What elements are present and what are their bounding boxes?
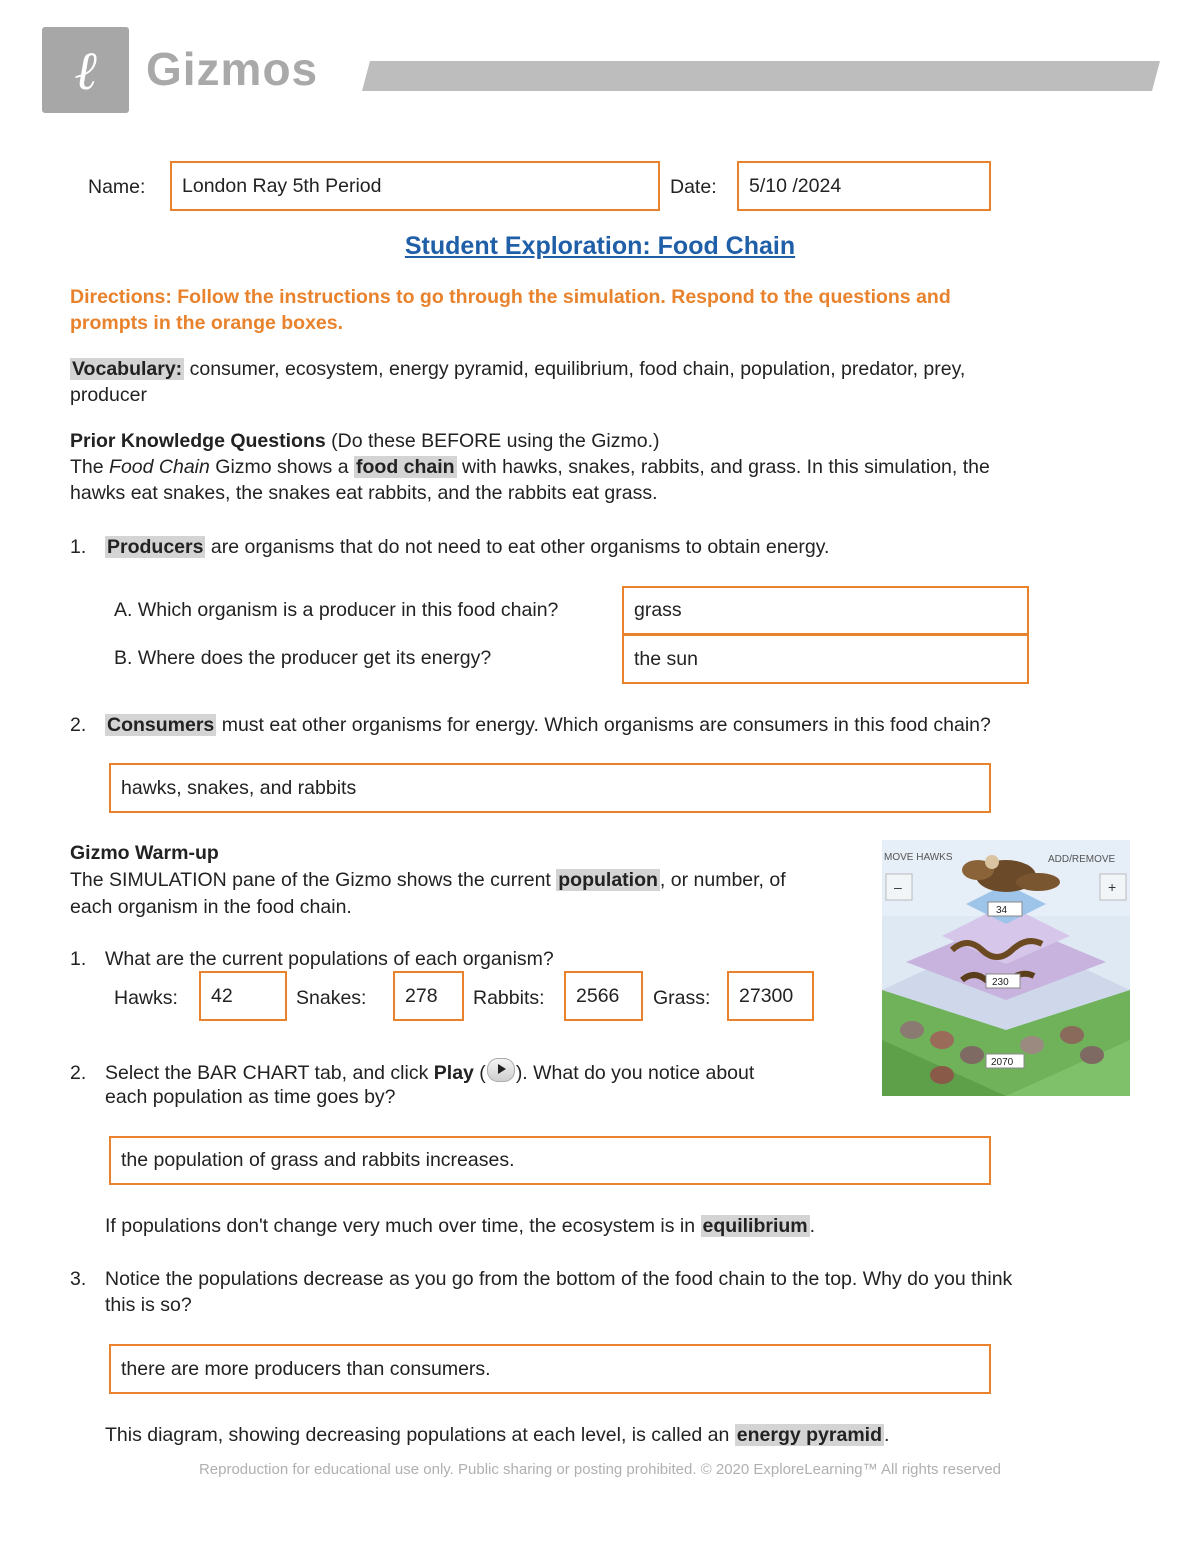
gizmos-logo-text: Gizmos	[146, 43, 319, 95]
grass-label: Grass:	[653, 987, 711, 1009]
prior-intro-line-1	[70, 454, 990, 480]
question-number: 2.	[70, 1062, 87, 1084]
move-hawks-label: MOVE HAWKS	[884, 852, 953, 863]
question-text: are organisms that do not need to eat other organisms to obtain energy.	[205, 536, 830, 558]
question-number: 1.	[70, 536, 87, 558]
date-field[interactable]: 5/10 /2024	[737, 161, 991, 211]
intro-part: The	[70, 456, 110, 478]
hawk-count-tag: 34	[996, 905, 1008, 916]
statement-text: This diagram, showing decreasing populations at each level, is called an	[105, 1424, 735, 1446]
warmup-question-2-line-2: each population as time goes by?	[105, 1086, 396, 1108]
warmup-intro-line-1	[70, 867, 786, 893]
warmup-intro-line-2: each organism in the food chain.	[70, 896, 352, 918]
question-number: 3.	[70, 1268, 87, 1290]
warmup-question-2	[70, 1058, 754, 1086]
play-word: Play	[433, 1062, 474, 1084]
footer-copyright: Reproduction for educational use only. Public sharing or posting prohibited. © 2020 ExploreLearning™ All rights reserved	[198, 1461, 1002, 1478]
answer-warmup-2-field[interactable]: the population of grass and rabbits increases.	[109, 1136, 991, 1185]
vocabulary-label: Vocabulary:	[72, 358, 183, 380]
question-text: Select the BAR CHART tab, and click	[105, 1062, 434, 1084]
answer-warmup-3-field[interactable]: there are more producers than consumers.	[109, 1344, 991, 1394]
question-1a-text: A. Which organism is a producer in this food chain?	[114, 599, 559, 621]
vocabulary-terms: consumer, ecosystem, energy pyramid, equilibrium, food chain, population, predator, prey,	[184, 358, 966, 380]
food-chain-pyramid-image	[882, 840, 1130, 1096]
energy-pyramid-term: energy pyramid	[736, 1424, 883, 1446]
question-text: must eat other organisms for energy. Which organisms are consumers in this food chain?	[216, 714, 991, 736]
food-chain-term: food chain	[356, 456, 455, 478]
page-title: Student Exploration: Food Chain	[404, 232, 796, 260]
question-number: 1.	[70, 948, 87, 970]
answer-1b-field[interactable]: the sun	[622, 634, 1029, 684]
producers-term: Producers	[107, 536, 204, 558]
intro-italic: Food Chain	[109, 456, 210, 478]
answer-1a-field[interactable]: grass	[622, 586, 1029, 635]
warmup-heading: Gizmo Warm-up	[70, 842, 219, 864]
statement-end: .	[884, 1424, 890, 1446]
explorelearning-logo	[42, 27, 129, 113]
answer-2-field[interactable]: hawks, snakes, and rabbits	[109, 763, 991, 813]
name-field[interactable]: London Ray 5th Period	[170, 161, 660, 211]
plus-icon: +	[1108, 879, 1117, 895]
warmup-question-3	[70, 1266, 1012, 1292]
vocabulary-line-2: producer	[70, 384, 147, 406]
prior-heading-note: (Do these BEFORE using the Gizmo.)	[325, 430, 660, 452]
statement-end: .	[809, 1215, 816, 1237]
equilibrium-statement	[105, 1213, 815, 1239]
intro-part: with hawks, snakes, rabbits, and grass. In this simulation, the	[456, 456, 990, 478]
intro-part: , or number, of	[659, 869, 786, 891]
prior-intro-line-2: hawks eat snakes, the snakes eat rabbits, and the rabbits eat grass.	[70, 482, 658, 504]
question-text: (	[473, 1062, 486, 1084]
warmup-question-3-line-2: this is so?	[105, 1294, 192, 1316]
equilibrium-term: equilibrium	[702, 1215, 808, 1237]
rabbit-count-tag: 2070	[991, 1057, 1014, 1068]
snakes-label: Snakes:	[296, 987, 367, 1009]
pyramid-illustration	[882, 840, 1130, 1096]
question-text: ). What do you notice about	[515, 1062, 755, 1084]
prior-heading-bold: Prior Knowledge Questions	[70, 430, 326, 452]
population-term: population	[558, 869, 658, 891]
rabbits-label: Rabbits:	[473, 987, 545, 1009]
prior-knowledge-heading	[70, 428, 660, 454]
hawks-field[interactable]: 42	[199, 971, 287, 1021]
warmup-question-1	[70, 946, 554, 972]
question-1b-text: B. Where does the producer get its energy?	[114, 647, 492, 669]
question-text: Notice the populations decrease as you go from the bottom of the food chain to the top. Why do you think	[105, 1268, 1013, 1290]
add-remove-label: ADD/REMOVE	[1048, 854, 1116, 865]
snake-count-tag: 230	[992, 977, 1009, 988]
intro-part: Gizmo shows a	[209, 456, 354, 478]
directions-line-2: prompts in the orange boxes.	[70, 312, 344, 334]
consumers-term: Consumers	[107, 714, 215, 736]
question-number: 2.	[70, 714, 87, 736]
question-text: What are the current populations of each organism?	[105, 948, 554, 970]
intro-part: The SIMULATION pane of the Gizmo shows the current	[70, 869, 557, 891]
grass-field[interactable]: 27300	[727, 971, 814, 1021]
logo-glyph: ℓ	[74, 38, 97, 102]
header-bar	[362, 61, 1160, 91]
minus-icon: –	[894, 879, 902, 895]
date-label: Date:	[670, 176, 717, 198]
snakes-field[interactable]: 278	[393, 971, 464, 1021]
energy-pyramid-statement	[105, 1422, 889, 1448]
name-label: Name:	[88, 176, 146, 198]
prior-question-2	[70, 712, 991, 738]
directions-line-1: Directions: Follow the instructions to go through the simulation. Respond to the questions and	[70, 286, 951, 308]
prior-question-1	[70, 534, 829, 560]
hawks-label: Hawks:	[114, 987, 178, 1009]
play-button-icon	[487, 1058, 515, 1082]
statement-text: If populations don't change very much over time, the ecosystem is in	[105, 1215, 701, 1237]
vocabulary-line-1	[70, 356, 965, 382]
rabbits-field[interactable]: 2566	[564, 971, 643, 1021]
